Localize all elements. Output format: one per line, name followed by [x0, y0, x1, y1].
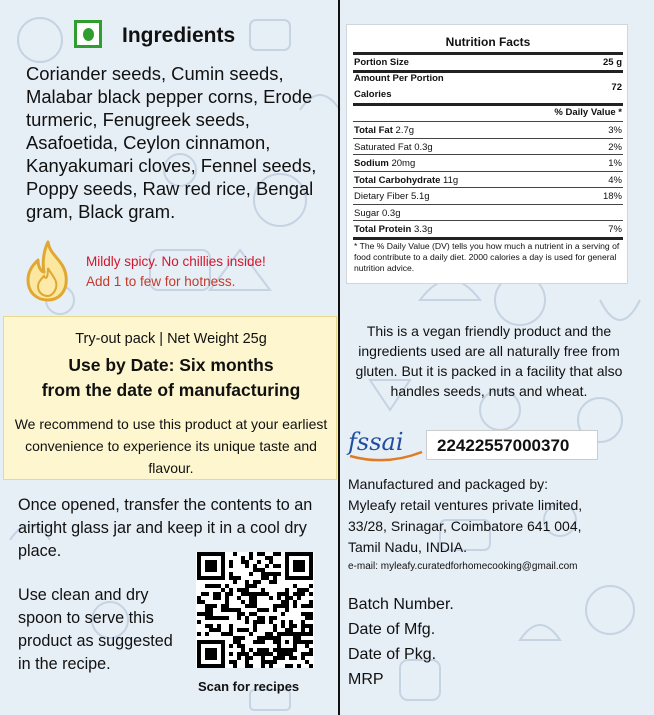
nutrition-separator	[353, 237, 623, 240]
nutrition-row	[354, 157, 622, 170]
fssai-license-box	[426, 430, 598, 460]
use-by-box	[3, 316, 337, 480]
calories-value: 72	[611, 82, 622, 93]
tryout-pack-weight: Try-out pack | Net Weight 25g	[75, 331, 267, 347]
manufacturer-email: e-mail: myleafy.curatedforhomecooking@gmail.com	[348, 561, 578, 572]
nutrient-amount: 20mg	[391, 158, 416, 169]
ingredients-title: Ingredients	[122, 24, 236, 47]
fssai-logo-text: fssai	[348, 428, 404, 456]
date-of-pkg: Date of Pkg.	[348, 646, 437, 663]
nutrition-row-separator	[353, 187, 623, 188]
nutrient-daily-value: 18%	[602, 191, 622, 202]
daily-value-header-label: % Daily Value *	[554, 107, 622, 118]
nutrient-amount: 0.3g	[414, 141, 433, 153]
recipe-qr-code[interactable]	[196, 552, 314, 668]
storage-instructions: Once opened, transfer the contents to an airtight glass jar and keep it in a cool dry place.	[18, 496, 313, 560]
nutrition-row-separator	[353, 204, 623, 205]
manufacturer-line2: Myleafy retail ventures private limited,	[348, 497, 583, 513]
spice-note	[86, 252, 266, 292]
manufacturer-info	[348, 474, 648, 558]
nutrition-row	[354, 207, 622, 220]
spice-note-line1: Mildly spicy. No chillies inside!	[86, 254, 266, 269]
daily-value-footnote: * The % Daily Value (DV) tells you how much a nutrient in a serving of food contribute to a daily diet. 2000 calories a day is used for general nutrition advice.	[354, 241, 620, 273]
calories-row	[354, 82, 622, 101]
fssai-logo	[346, 424, 426, 464]
portion-size-row	[354, 56, 622, 69]
portion-size-value: 25 g	[602, 57, 622, 68]
nutrient-amount: 0.3g	[382, 207, 401, 219]
nutrient-name: Total Fat	[354, 125, 393, 136]
nutrient-daily-value: 7%	[608, 224, 622, 235]
use-by-date	[4, 353, 338, 403]
nutrient-name: Sodium	[354, 158, 389, 169]
calories-label: Calories	[354, 89, 392, 100]
mrp: MRP	[348, 671, 384, 688]
spoon-instructions: Use clean and dry spoon to serve this product as suggested in the recipe.	[18, 586, 173, 673]
daily-value-header	[354, 106, 622, 119]
nutrition-row-separator	[353, 171, 623, 172]
nutrition-facts-title: Nutrition Facts	[445, 35, 531, 49]
vegetarian-mark-icon	[74, 20, 102, 48]
nutrition-row	[354, 141, 622, 154]
fssai-license-number: 22422557000370	[437, 436, 570, 455]
nutrition-row	[354, 190, 622, 203]
nutrient-name: Saturated Fat	[354, 141, 412, 153]
spice-note-line2: Add 1 to few for hotness.	[86, 274, 236, 289]
amount-per-portion: Amount Per Portion	[354, 73, 444, 84]
vegan-allergen-note: This is a vegan friendly product and the ingredients used are all naturally free from gluten. But it is packed in a facility that also handles seeds, nuts and wheat.	[355, 323, 623, 399]
nutrient-daily-value: 4%	[608, 174, 622, 186]
nutrient-daily-value: 2%	[608, 141, 622, 153]
nutrient-amount: 3.3g	[414, 224, 433, 235]
nutrition-row	[354, 174, 622, 187]
qr-code-icon	[196, 552, 314, 668]
nutrient-amount: 5.1g	[411, 191, 430, 202]
nutrition-row-separator	[353, 220, 623, 221]
manufacturer-line1: Manufactured and packaged by:	[348, 476, 549, 492]
ingredients-list: Coriander seeds, Cumin seeds, Malabar black pepper corns, Erode turmeric, Fenugreek seeds, Asafoetida, Ceylon cinnamon, Kanyakumari cloves, Fennel seeds, Poppy seeds, Raw red rice, Bengal gram, Black gram.	[26, 63, 317, 222]
portion-size-label: Portion Size	[354, 57, 409, 68]
nutrient-daily-value: 3%	[608, 125, 622, 136]
use-by-line1: Use by Date: Six months	[68, 355, 274, 375]
nutrition-row-separator	[353, 138, 623, 139]
nutrient-daily-value: 1%	[608, 158, 622, 169]
nutrition-row-separator	[353, 154, 623, 155]
manufacturer-line4: Tamil Nadu, INDIA.	[348, 539, 468, 555]
nutrient-amount: 11g	[443, 174, 459, 186]
nutrient-name: Dietary Fiber	[354, 191, 409, 202]
batch-info	[348, 592, 454, 692]
nutrition-row-separator	[353, 121, 623, 122]
nutrient-name: Total Protein	[354, 224, 412, 235]
nutrition-row	[354, 223, 622, 236]
nutrient-name: Total Carbohydrate	[354, 174, 441, 186]
date-of-mfg: Date of Mfg.	[348, 621, 436, 638]
nutrient-amount: 2.7g	[395, 125, 415, 136]
batch-number: Batch Number.	[348, 596, 454, 613]
recommend-text: We recommend to use this product at your earliest convenience to experience its unique taste and flavour.	[14, 416, 328, 476]
nutrition-separator	[353, 52, 623, 55]
nutrition-row	[354, 124, 622, 137]
scan-for-recipes-label: Scan for recipes	[198, 679, 300, 694]
manufacturer-line3: 33/28, Srinagar, Coimbatore 641 004,	[348, 518, 582, 534]
flame-icon	[20, 238, 76, 302]
use-by-line2: from the date of manufacturing	[41, 380, 301, 400]
column-divider	[338, 0, 340, 715]
nutrition-facts-panel	[346, 24, 628, 284]
nutrient-name: Sugar	[354, 207, 380, 219]
